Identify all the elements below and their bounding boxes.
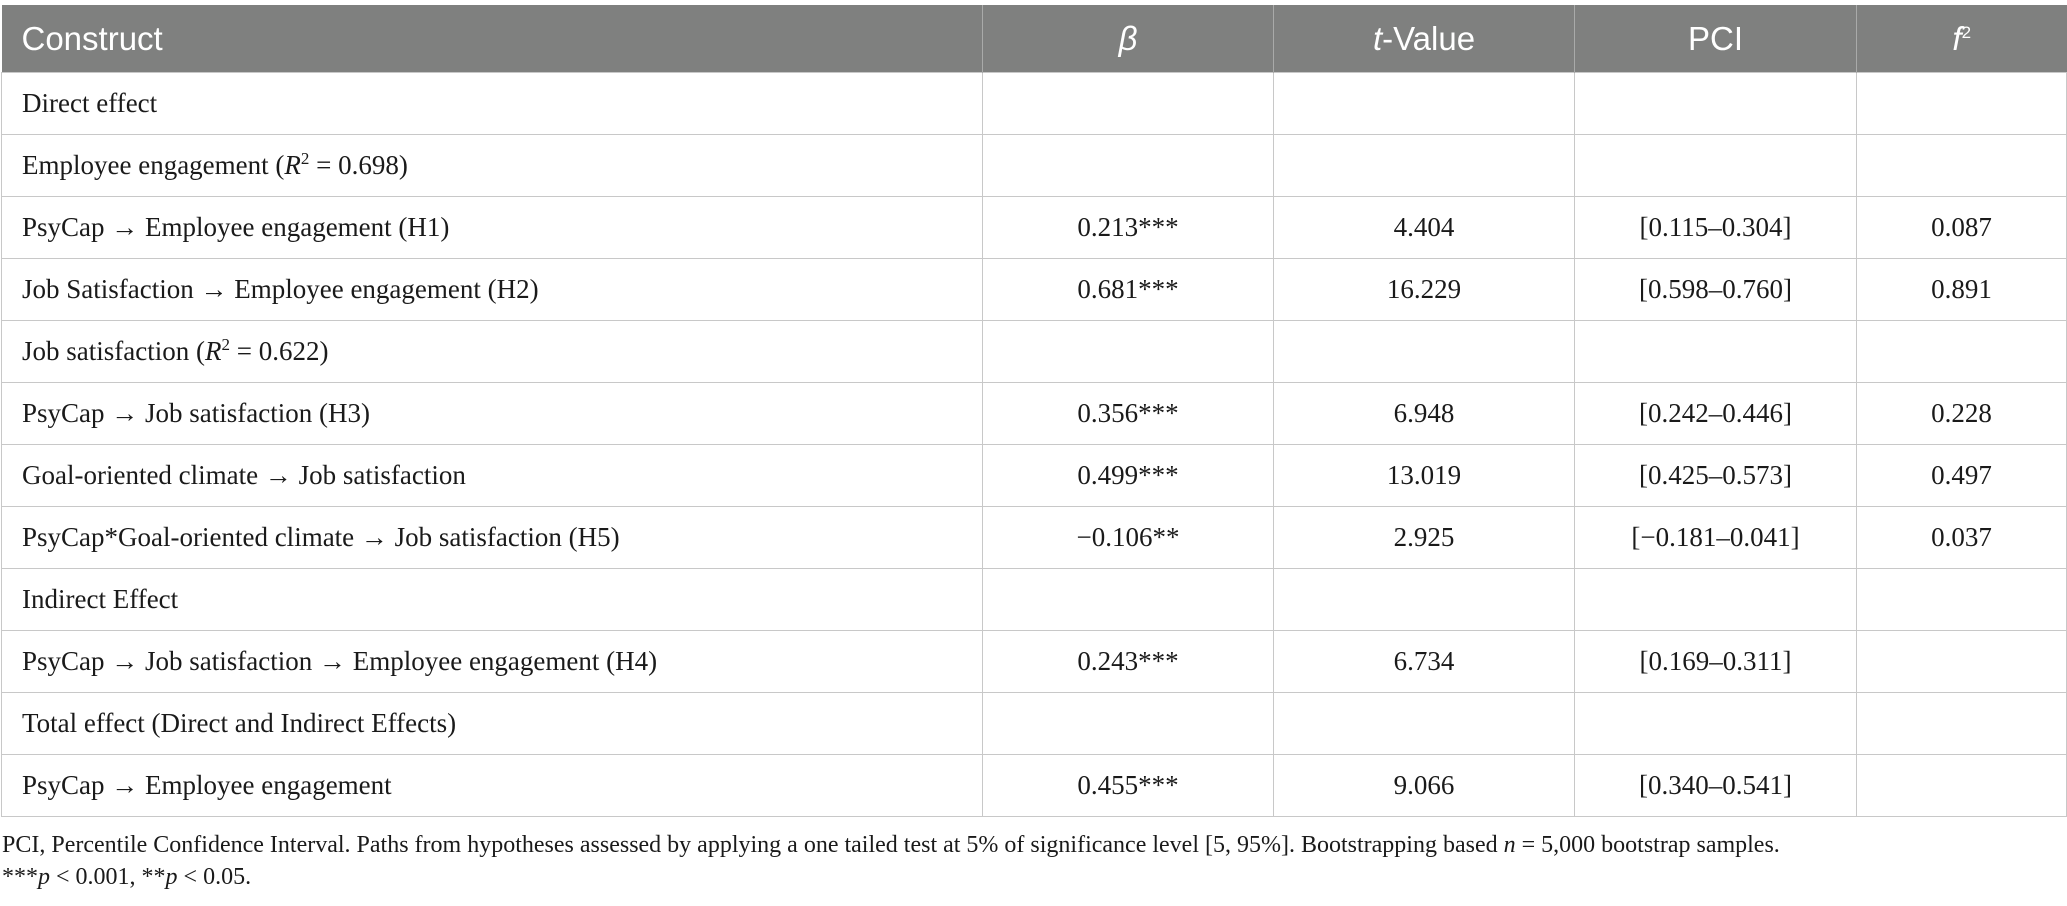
section-label: Total effect (Direct and Indirect Effects) bbox=[2, 693, 983, 755]
cell-t-value: 6.734 bbox=[1274, 631, 1575, 693]
cell-pci: [0.115–0.304] bbox=[1575, 197, 1857, 259]
cell-t-value: 9.066 bbox=[1274, 755, 1575, 817]
cell-f2: 0.497 bbox=[1857, 445, 2067, 507]
cell-construct: PsyCap → Job satisfaction (H3) bbox=[2, 383, 983, 445]
cell-beta: 0.681*** bbox=[983, 259, 1274, 321]
section-indirect-effect bbox=[2, 569, 2067, 631]
header-construct: Construct bbox=[2, 5, 983, 73]
cell-t-value: 16.229 bbox=[1274, 259, 1575, 321]
cell-construct: PsyCap*Goal-oriented climate → Job satisfaction (H5) bbox=[2, 507, 983, 569]
table-footnote bbox=[2, 829, 2062, 893]
cell-f2 bbox=[1857, 755, 2067, 817]
cell-beta: 0.499*** bbox=[983, 445, 1274, 507]
cell-f2: 0.087 bbox=[1857, 197, 2067, 259]
cell-t-value: 13.019 bbox=[1274, 445, 1575, 507]
footnote-line-2: ***p < 0.001, **p < 0.05. bbox=[2, 864, 252, 890]
section-total-effect bbox=[2, 693, 2067, 755]
footnote-line-1: PCI, Percentile Confidence Interval. Paths from hypotheses assessed by applying a one tailed test at 5% of significance level [5, 95%]. Bootstrapping based n = 5,000 bootstrap samples. bbox=[2, 832, 1780, 858]
cell-f2: 0.037 bbox=[1857, 507, 2067, 569]
cell-t-value: 4.404 bbox=[1274, 197, 1575, 259]
cell-construct: PsyCap → Job satisfaction → Employee engagement (H4) bbox=[2, 631, 983, 693]
cell-f2: 0.891 bbox=[1857, 259, 2067, 321]
section-label: Direct effect bbox=[2, 73, 983, 135]
cell-pci: [0.425–0.573] bbox=[1575, 445, 1857, 507]
section-label: Employee engagement $(R^2 = 0.698)$ bbox=[2, 135, 983, 197]
cell-pci: [−0.181–0.041] bbox=[1575, 507, 1857, 569]
results-table bbox=[1, 5, 2067, 817]
section-label: Job satisfaction $(R^2 = 0.622)$ bbox=[2, 321, 983, 383]
header-f2: $f^2$ bbox=[1857, 5, 2067, 73]
table-row bbox=[2, 259, 2067, 321]
cell-beta: −0.106** bbox=[983, 507, 1274, 569]
table-row bbox=[2, 631, 2067, 693]
header-t-value: t-Value bbox=[1274, 5, 1575, 73]
section-label: Indirect Effect bbox=[2, 569, 983, 631]
cell-t-value: 2.925 bbox=[1274, 507, 1575, 569]
table-row bbox=[2, 755, 2067, 817]
cell-beta: 0.213*** bbox=[983, 197, 1274, 259]
cell-t-value: 6.948 bbox=[1274, 383, 1575, 445]
cell-beta: 0.243*** bbox=[983, 631, 1274, 693]
section-employee-engagement bbox=[2, 135, 2067, 197]
header-pci: PCI bbox=[1575, 5, 1857, 73]
cell-pci: [0.340–0.541] bbox=[1575, 755, 1857, 817]
section-direct-effect bbox=[2, 73, 2067, 135]
cell-pci: [0.598–0.760] bbox=[1575, 259, 1857, 321]
table-row bbox=[2, 383, 2067, 445]
cell-construct: Job Satisfaction → Employee engagement (H2) bbox=[2, 259, 983, 321]
cell-construct: PsyCap → Employee engagement (H1) bbox=[2, 197, 983, 259]
cell-f2 bbox=[1857, 631, 2067, 693]
cell-construct: Goal-oriented climate → Job satisfaction bbox=[2, 445, 983, 507]
cell-pci: [0.169–0.311] bbox=[1575, 631, 1857, 693]
header-row bbox=[2, 5, 2067, 73]
header-beta: β bbox=[983, 5, 1274, 73]
cell-beta: 0.356*** bbox=[983, 383, 1274, 445]
section-job-satisfaction bbox=[2, 321, 2067, 383]
table-row bbox=[2, 507, 2067, 569]
table-row bbox=[2, 445, 2067, 507]
cell-beta: 0.455*** bbox=[983, 755, 1274, 817]
cell-construct: PsyCap → Employee engagement bbox=[2, 755, 983, 817]
table-row bbox=[2, 197, 2067, 259]
cell-pci: [0.242–0.446] bbox=[1575, 383, 1857, 445]
cell-f2: 0.228 bbox=[1857, 383, 2067, 445]
